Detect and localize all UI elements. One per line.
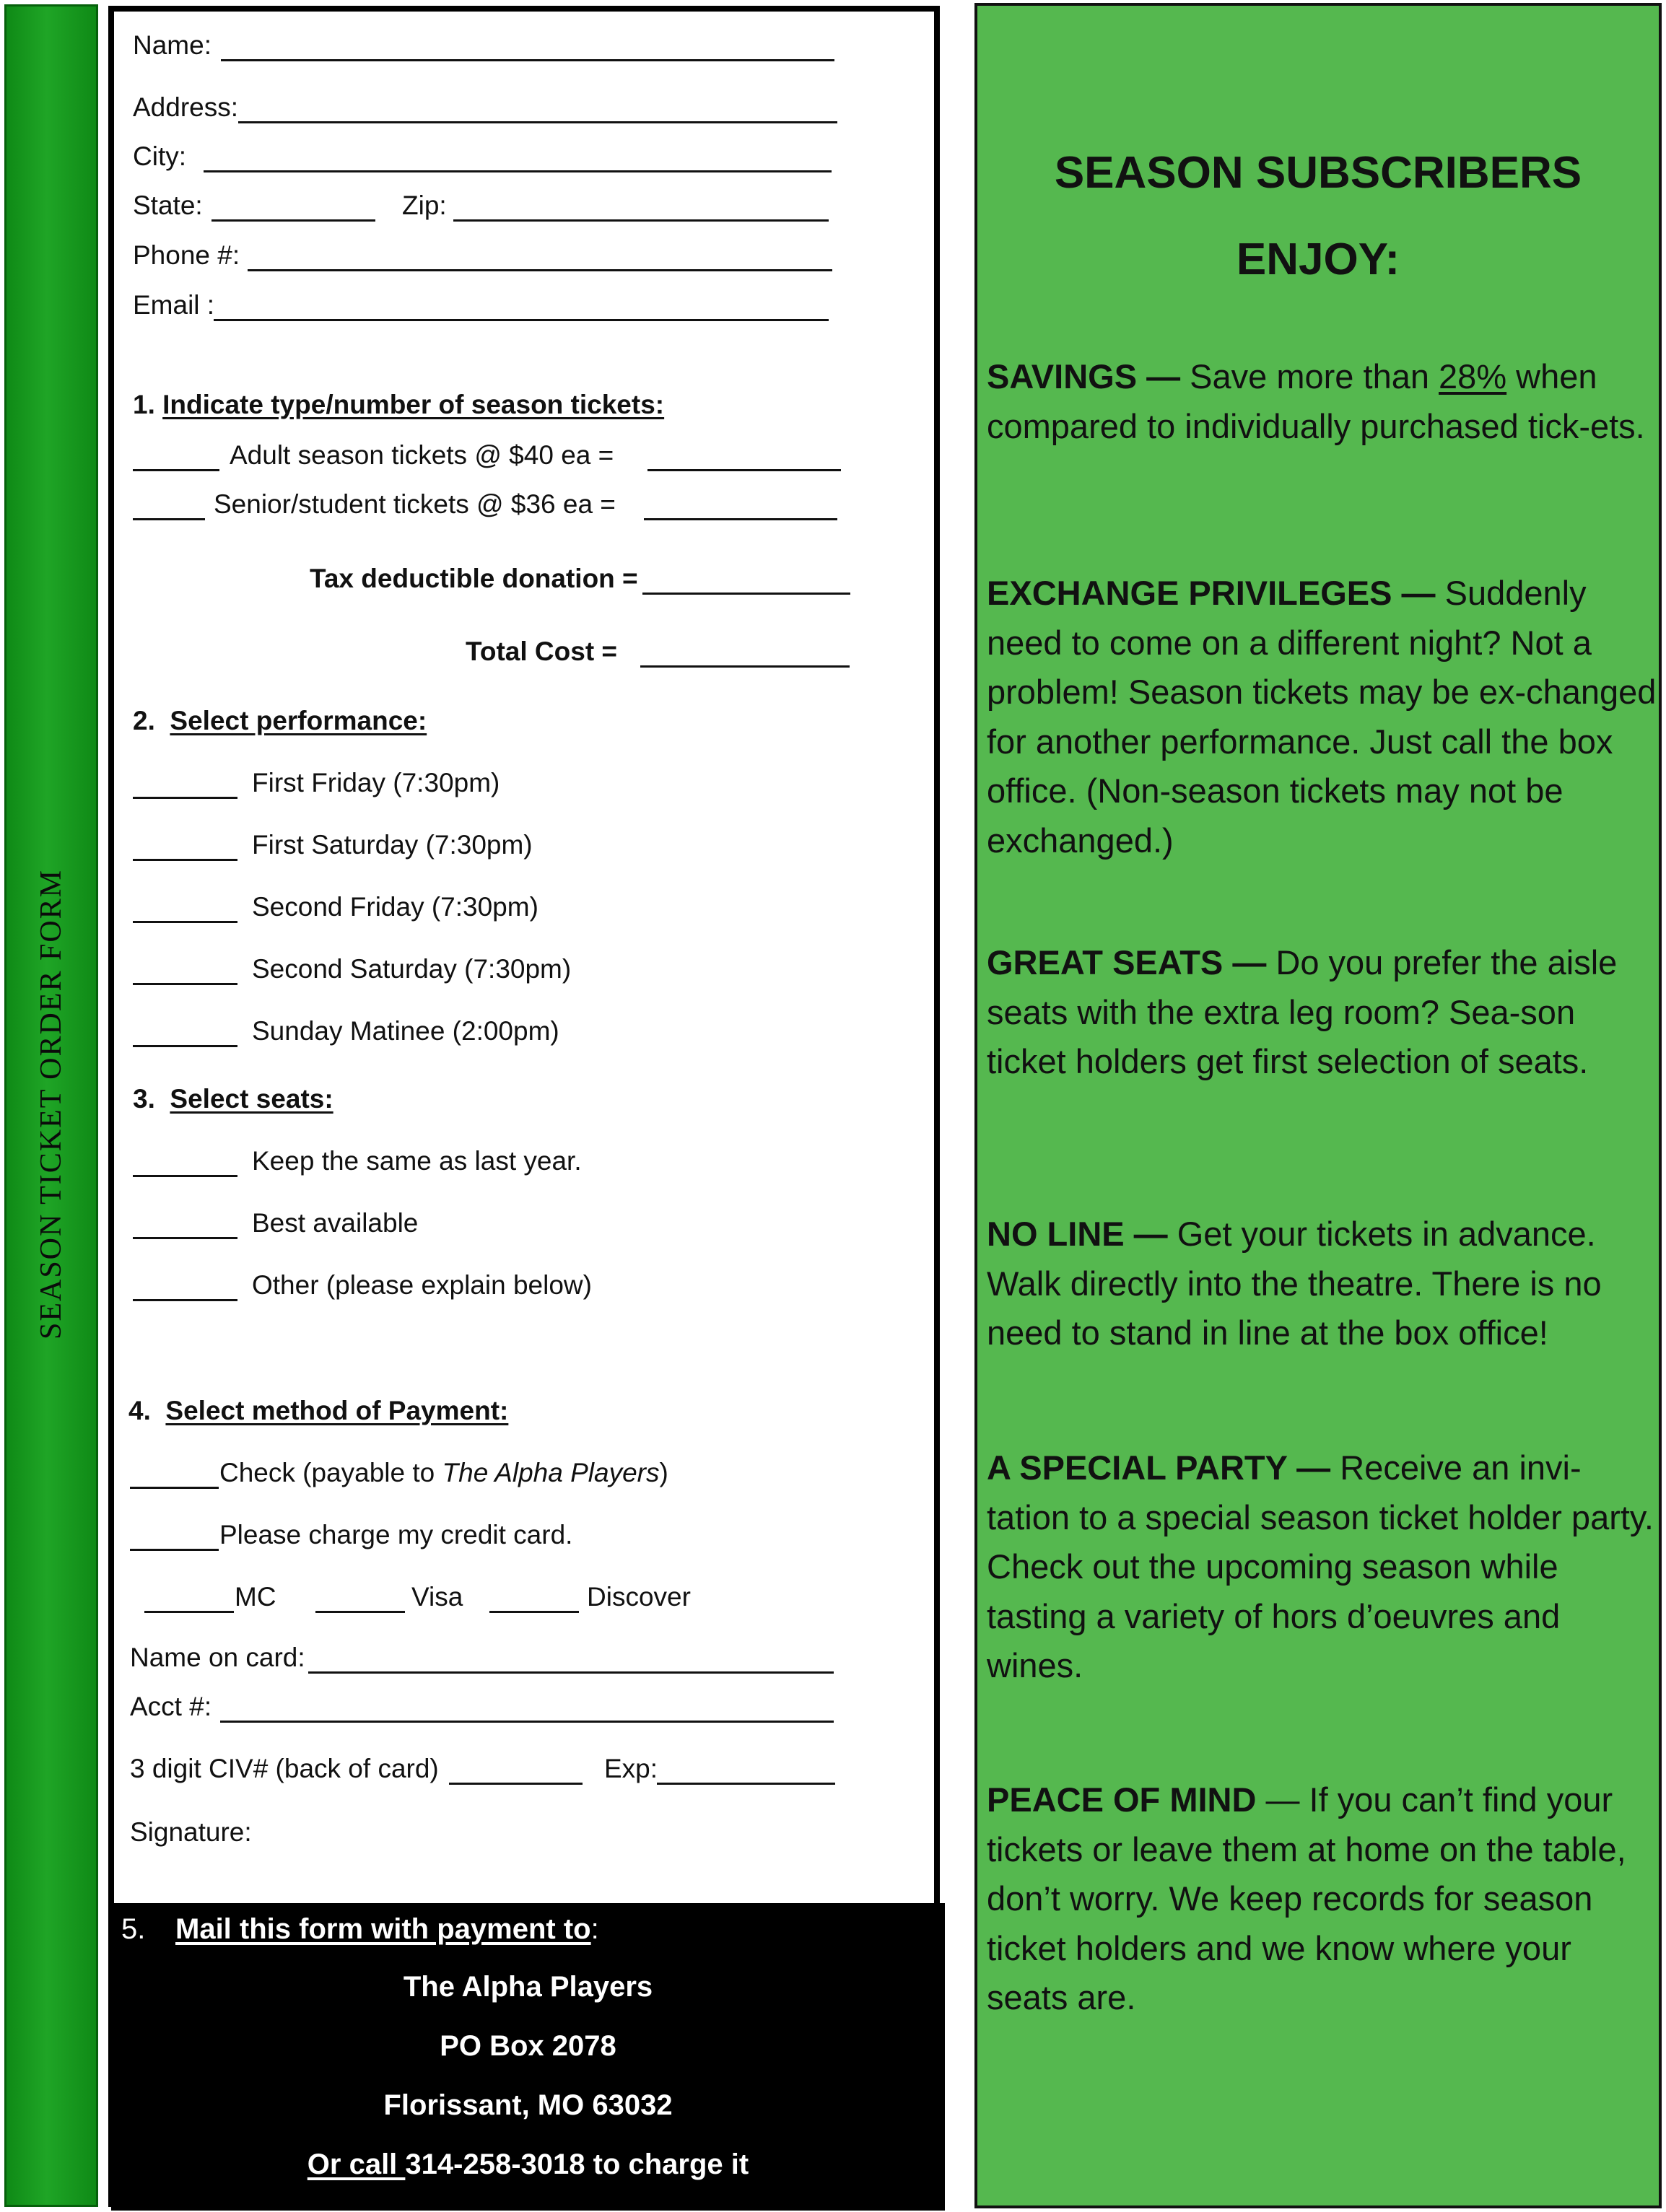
section-3-heading: 3. Select seats: <box>133 1084 333 1114</box>
perf-second-friday-field[interactable] <box>133 921 237 923</box>
adult-tickets-label: Adult season tickets @ $40 ea = <box>230 440 614 470</box>
perf-second-saturday-field[interactable] <box>133 983 237 985</box>
exp-label: Exp: <box>604 1754 658 1783</box>
benefit-special-party: A SPECIAL PARTY — Receive an invi-tation to a special season ticket holder party. Check out the upcoming season while tasting a variety of hors d’oeuvres and wines. <box>987 1448 1654 1684</box>
total-cost-field[interactable] <box>640 665 850 668</box>
donation-field[interactable] <box>642 593 850 595</box>
civ-field[interactable] <box>449 1783 583 1785</box>
section-1-heading: 1. Indicate type/number of season tickets: <box>133 390 665 419</box>
phone-label: Phone #: <box>133 240 240 270</box>
adult-amount-field[interactable] <box>647 469 841 471</box>
check-field[interactable] <box>130 1487 219 1489</box>
call-to-charge: Or call 314-258-3018 to charge it <box>307 2148 749 2180</box>
benefit-exchange: EXCHANGE PRIVILEGES — Suddenly need to come on a different night? Not a problem! Season tickets may be ex-changed for another performance. Just call the box office. (Non-season tickets may not be exchanged.) <box>987 574 1657 860</box>
mail-po-box: PO Box 2078 <box>440 2030 616 2062</box>
city-label: City: <box>133 141 186 171</box>
benefits-title-line2: ENJOY: <box>1236 235 1400 284</box>
spine-label: SEASON TICKET ORDER FORM <box>35 868 68 1340</box>
benefits-title-line1: SEASON SUBSCRIBERS <box>1054 148 1582 198</box>
mail-city: Florissant, MO 63032 <box>383 2089 673 2121</box>
state-field[interactable] <box>211 219 375 222</box>
email-label: Email : <box>133 290 215 320</box>
email-field[interactable] <box>214 319 829 321</box>
benefit-great-seats: GREAT SEATS — Do you prefer the aisle seats with the extra leg room? Sea-son ticket holders get first selection of seats. <box>987 943 1618 1080</box>
city-field[interactable] <box>204 170 832 172</box>
visa-label: Visa <box>411 1582 463 1612</box>
state-label: State: <box>133 191 203 220</box>
perf-second-friday-label: Second Friday (7:30pm) <box>252 892 538 922</box>
perf-first-saturday-label: First Saturday (7:30pm) <box>252 830 533 860</box>
senior-qty-field[interactable] <box>133 518 205 520</box>
perf-sunday-matinee-label: Sunday Matinee (2:00pm) <box>252 1016 559 1046</box>
benefit-peace-of-mind: PEACE OF MIND — If you can’t find your tickets or leave them at home on the table, don’t worry. We keep records for season ticket holders and we know where your seats are. <box>987 1780 1626 2016</box>
perf-sunday-matinee-field[interactable] <box>133 1045 237 1047</box>
perf-first-saturday-field[interactable] <box>133 859 237 861</box>
acct-field[interactable] <box>220 1721 834 1723</box>
seats-same-field[interactable] <box>133 1175 237 1177</box>
section-4-heading: 4. Select method of Payment: <box>128 1396 509 1425</box>
acct-label: Acct #: <box>130 1692 212 1721</box>
mc-label: MC <box>235 1582 276 1612</box>
seats-other-field[interactable] <box>133 1299 237 1301</box>
section-2-heading: 2. Select performance: <box>133 706 427 735</box>
discover-field[interactable] <box>489 1611 579 1613</box>
credit-card-field[interactable] <box>130 1549 219 1551</box>
mail-info-box <box>111 1903 945 2211</box>
total-cost-label: Total Cost = <box>466 637 618 666</box>
mc-field[interactable] <box>144 1611 234 1613</box>
name-on-card-field[interactable] <box>308 1671 834 1674</box>
seats-same-label: Keep the same as last year. <box>252 1146 582 1176</box>
credit-card-label: Please charge my credit card. <box>219 1520 573 1549</box>
exp-field[interactable] <box>657 1783 835 1785</box>
seats-best-label: Best available <box>252 1208 419 1238</box>
visa-field[interactable] <box>315 1611 405 1613</box>
benefit-no-line: NO LINE — Get your tickets in advance. Walk directly into the theatre. There is no need to stand in line at the box office! <box>987 1215 1602 1352</box>
discover-label: Discover <box>587 1582 691 1612</box>
section-5-num: 5. <box>121 1913 146 1945</box>
check-label: Check (payable to The Alpha Players) <box>219 1458 668 1487</box>
address-field[interactable] <box>238 121 837 123</box>
seats-other-label: Other (please explain below) <box>252 1270 592 1300</box>
civ-label: 3 digit CIV# (back of card) <box>130 1754 439 1783</box>
name-on-card-label: Name on card: <box>130 1643 305 1672</box>
adult-qty-field[interactable] <box>133 469 219 471</box>
mail-heading: Mail this form with payment to: <box>175 1913 599 1945</box>
zip-label: Zip: <box>402 191 447 220</box>
zip-field[interactable] <box>453 219 829 222</box>
donation-label: Tax deductible donation = <box>310 564 638 593</box>
senior-tickets-label: Senior/student tickets @ $36 ea = <box>214 489 616 519</box>
mail-org: The Alpha Players <box>403 1971 653 2003</box>
phone-field[interactable] <box>248 269 832 271</box>
seats-best-field[interactable] <box>133 1237 237 1239</box>
name-field[interactable] <box>221 59 834 61</box>
name-label: Name: <box>133 30 211 60</box>
signature-label: Signature: <box>130 1817 252 1847</box>
perf-second-saturday-label: Second Saturday (7:30pm) <box>252 954 572 984</box>
perf-first-friday-label: First Friday (7:30pm) <box>252 768 500 797</box>
senior-amount-field[interactable] <box>644 518 837 520</box>
perf-first-friday-field[interactable] <box>133 797 237 799</box>
benefit-savings: SAVINGS — Save more than 28% when compared to individually purchased tick-ets. <box>987 357 1645 445</box>
address-label: Address: <box>133 92 239 122</box>
